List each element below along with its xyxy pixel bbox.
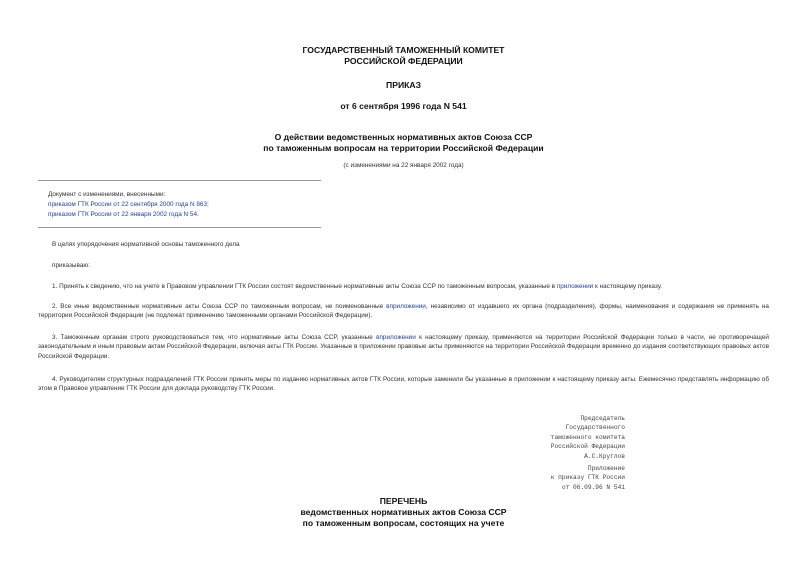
annex-line: Приложение xyxy=(587,465,625,472)
item-1-text-b: к настоящему приказу. xyxy=(593,283,663,290)
item-3-text-b: к настоящему приказу, применяются на территории Российской Федерации только в части, не противоречащей законодательным и иным правовым актам Российской Федерации, включая акты ГТК России. Указанные в приложении правовые акты применяются на территории Российской Федерации временно до издания соответствующих правовых актов Российской Федерации. xyxy=(38,334,769,360)
title-line1: О действии ведомственных нормативных актов Союза ССР xyxy=(274,132,533,142)
org-name-line1: ГОСУДАРСТВЕННЫЙ ТАМОЖЕННЫЙ КОМИТЕТ xyxy=(302,45,505,55)
change-link-1[interactable]: приказом ГТК России от 22 сентября 2000 года N 863; xyxy=(48,201,209,208)
item-3-annex-link[interactable]: вприложении xyxy=(376,334,416,341)
changes-intro: Документ с изменениями, внесенными: xyxy=(48,191,166,198)
org-name-line2: РОССИЙСКОЙ ФЕДЕРАЦИИ xyxy=(344,56,463,66)
order-word-text: приказываю: xyxy=(52,262,90,269)
annex-reference xyxy=(480,464,625,492)
preamble xyxy=(38,240,769,249)
item-4 xyxy=(38,375,769,394)
item-2-text-b: , независимо от издавшего их органа (подразделения), формы, наименования и содержания не применять на территории Российской Федерации (не подлежат применению таможенными органами Российской Федерации). xyxy=(38,303,769,320)
item-3 xyxy=(38,333,769,361)
order-word xyxy=(38,261,769,270)
date-number: от 6 сентября 1996 года N 541 xyxy=(340,101,467,111)
signature-line: Председатель xyxy=(580,415,625,422)
item-1 xyxy=(38,282,769,291)
item-1-annex-link[interactable]: приложении xyxy=(556,283,594,290)
title-line2: по таможенным вопросам на территории Российской Федерации xyxy=(263,143,544,153)
annex-subtitle-2: по таможенным вопросам, состоящих на учете xyxy=(302,518,505,528)
annex-subtitle-1: ведомственных нормативных актов Союза ССР xyxy=(300,507,507,517)
item-2 xyxy=(38,302,769,321)
signature-line: А.С.Круглов xyxy=(584,452,625,460)
signature-line: таможенного комитета xyxy=(550,433,625,441)
annex-line: к приказу ГТК России xyxy=(550,474,625,482)
divider-bottom xyxy=(38,227,321,228)
item-3-text-a: 3. Таможенным органам строго руководствоваться тем, что нормативные акты Союза ССР, указанные xyxy=(52,334,377,341)
change-link-2[interactable]: приказом ГТК России от 22 января 2002 года N 54. xyxy=(48,211,199,218)
annex-title: ПЕРЕЧЕНЬ xyxy=(379,496,428,506)
preamble-text: В целях упорядочения нормативной основы таможенного дела xyxy=(52,241,240,248)
doc-type: ПРИКАЗ xyxy=(386,80,421,90)
amendment-note: (с изменениями на 22 января 2002 года) xyxy=(343,162,464,169)
signature-line: Российской Федерации xyxy=(550,443,625,451)
signature-line: Государственного xyxy=(565,424,625,432)
signature-block xyxy=(480,414,625,461)
annex-line: от 06.09.96 N 541 xyxy=(561,483,625,491)
item-2-annex-link[interactable]: вприложении xyxy=(386,303,426,310)
item-4-text: 4. Руководителям структурных подразделений ГТК России принять меры по изданию нормативных актов ГТК России, которые заменили бы указанные в приложении к настоящему приказу акты. Ежемесячно представлять информацию об этом в Правовое управление ГТК России для доклада руководству ГТК России. xyxy=(38,376,769,393)
item-2-text-a: 2. Все иные ведомственные нормативные акты Союза ССР по таможенным вопросам, не поименованные xyxy=(52,303,387,310)
divider-top xyxy=(38,180,321,181)
item-1-text-a: 1. Принять к сведению, что на учете в Правовом управлении ГТК России состоят ведомственные нормативные акты Союза ССР по таможенным вопросам, указанные в xyxy=(52,283,557,290)
